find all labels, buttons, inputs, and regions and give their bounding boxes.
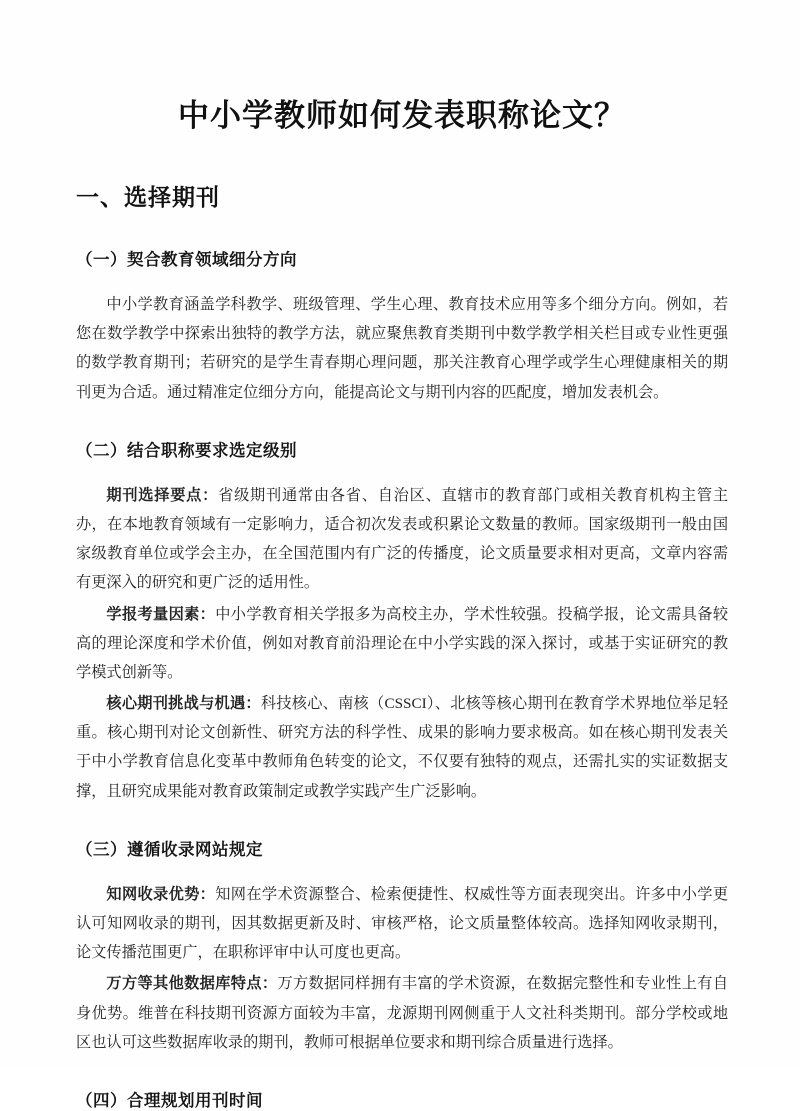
paragraph-text: 科技核心、南核（CSSCI）、北核等核心期刊在教育学术界地位举足轻重。核心期刊对论文创新性、研究方法的科学性、成果的影响力要求极高。如在核心期刊发表关于中小学教育信息化变革中教师角色转变的论文，不仅要有独特的观点，还需扎实的实证数据支撑，且研究成果能对教育政策制定或教学实践产生广泛影响。: [76, 695, 729, 800]
paragraph: [76, 689, 728, 806]
paragraph: 中小学教育涵盖学科教学、班级管理、学生心理、教育技术应用等多个细分方向。例如，若您在数学教学中探索出独特的教学方法，就应聚焦教育类期刊中数学教学相关栏目或专业性更强的数学教育期刊；若研究的是学生青春期心理问题，那关注教育心理学或学生心理健康相关的期刊更为合适。通过精准定位细分方向，能提高论文与期刊内容的匹配度，增加发表机会。: [76, 296, 728, 401]
paragraph-group: [76, 880, 728, 1057]
paragraph-lead: 核心期刊挑战与机遇：: [106, 695, 261, 713]
subsection-heading-3: （三）遵循收录网站规定: [76, 839, 263, 859]
paragraph-group: [76, 481, 728, 806]
paragraph: [76, 481, 728, 598]
paragraph-text: 中小学教育相关学报多为高校主办，学术性较强。投稿学报，论文需具备较高的理论深度和学术价值，例如对教育前沿理论在中小学实践的深入探讨，或基于实证研究的教学模式创新等。: [76, 605, 729, 681]
subsection-4: [76, 1087, 728, 1111]
paragraph-text: 知网在学术资源整合、检索便捷性、权威性等方面表现突出。许多中小学更认可知网收录的期刊，因其数据更新及时、审核严格，论文质量整体较高。选择知网收录期刊，论文传播范围更广，在职称评审中认可度也更高。: [76, 885, 729, 962]
paragraph: [76, 880, 728, 968]
paragraph-lead: 万方等其他数据库特点：: [106, 975, 278, 993]
paragraph-lead: 学报考量因素：: [106, 605, 216, 623]
paragraph: [76, 969, 728, 1057]
paragraph-text: 万方数据同样拥有丰富的学术资源，在数据完整性和专业性上有自身优势。维普在科技期刊资源方面较为丰富，龙源期刊网侧重于人文社科类期刊。部分学校或地区也认可这些数据库收录的期刊，教师可根据单位要求和期刊综合质量进行选择。: [76, 975, 729, 1051]
section-heading-1: 一、选择期刊: [76, 185, 220, 210]
subsection-1: [76, 246, 728, 407]
subsection-heading-2: （二）结合职称要求选定级别: [76, 440, 297, 460]
subsection-heading-1: （一）契合教育领域细分方向: [76, 250, 297, 269]
paragraph-lead: 知网收录优势：: [106, 885, 216, 903]
paragraph-text: 省级期刊通常由各省、自治区、直辖市的教育部门或相关教育机构主管主办，在本地教育领域有一定影响力，适合初次发表或积累论文数量的教师。国家级期刊一般由国家级教育单位或学会主办，在全国范围内有广泛的传播度，论文质量要求相对更高，文章内容需有更深入的研究和更广泛的适用性。: [76, 486, 729, 592]
page-title: 中小学教师如何发表职称论文？: [178, 98, 626, 133]
subsection-heading-4: （四）合理规划用刊时间: [76, 1090, 263, 1110]
subsection-3: [76, 836, 728, 1057]
paragraph: [76, 600, 728, 688]
paragraph-lead: 期刊选择要点：: [106, 486, 219, 504]
subsection-2: [76, 437, 728, 806]
